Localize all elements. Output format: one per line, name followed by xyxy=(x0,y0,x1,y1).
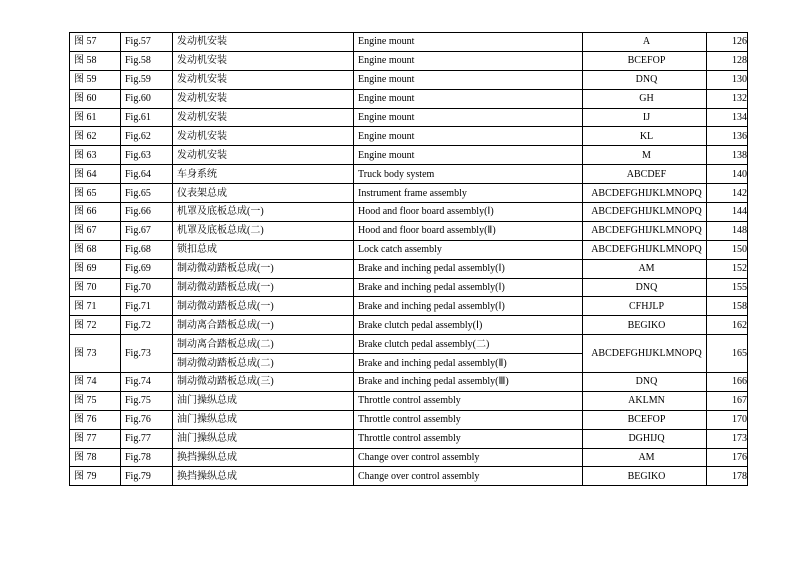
table-row xyxy=(70,127,748,146)
variant-codes-cell: AM xyxy=(583,259,707,278)
page-number-cell: 170 xyxy=(707,410,748,429)
chinese-name-cell: 换挡操纵总成 xyxy=(173,467,354,486)
english-name-cell: Change over control assembly xyxy=(354,467,583,486)
variant-codes-cell: DNQ xyxy=(583,70,707,89)
english-name-cell: Brake and inching pedal assembly(Ⅰ) xyxy=(354,278,583,297)
figure-number-cell: 图 76 xyxy=(70,410,121,429)
english-name-cell: Engine mount xyxy=(354,146,583,165)
variant-codes-cell: ABCDEF xyxy=(583,165,707,184)
english-name-cell: Engine mount xyxy=(354,33,583,52)
figure-number-en-cell: Fig.58 xyxy=(121,51,173,70)
figure-index-body xyxy=(70,33,748,486)
table-row xyxy=(70,89,748,108)
chinese-name-cell: 换挡操纵总成 xyxy=(173,448,354,467)
variant-codes-cell: DNQ xyxy=(583,373,707,392)
variant-codes-cell: GH xyxy=(583,89,707,108)
table-row xyxy=(70,429,748,448)
variant-codes-cell: ABCDEFGHIJKLMNOPQ xyxy=(583,221,707,240)
english-name-cell: Engine mount xyxy=(354,70,583,89)
english-name-cell: Throttle control assembly xyxy=(354,429,583,448)
chinese-name-cell: 油门操纵总成 xyxy=(173,410,354,429)
table-row xyxy=(70,33,748,52)
page-number-cell: 140 xyxy=(707,165,748,184)
figure-number-cell: 图 59 xyxy=(70,70,121,89)
figure-number-cell: 图 61 xyxy=(70,108,121,127)
page-number-cell: 148 xyxy=(707,221,748,240)
figure-number-cell: 图 71 xyxy=(70,297,121,316)
page-number-cell: 173 xyxy=(707,429,748,448)
table-row xyxy=(70,184,748,203)
figure-number-en-cell: Fig.57 xyxy=(121,33,173,52)
english-name-cell: Truck body system xyxy=(354,165,583,184)
english-name-cell: Hood and floor board assembly(Ⅱ) xyxy=(354,221,583,240)
chinese-name-cell: 油门操纵总成 xyxy=(173,429,354,448)
english-name-cell: Throttle control assembly xyxy=(354,410,583,429)
page-number-cell: 142 xyxy=(707,184,748,203)
english-name-cell: Hood and floor board assembly(Ⅰ) xyxy=(354,203,583,222)
english-name-cell: Brake and inching pedal assembly(Ⅱ) xyxy=(354,354,583,373)
chinese-name-cell: 发动机安装 xyxy=(173,33,354,52)
chinese-name-cell: 制动微动踏板总成(一) xyxy=(173,259,354,278)
figure-number-cell: 图 58 xyxy=(70,51,121,70)
table-row xyxy=(70,467,748,486)
chinese-name-cell: 机罩及底板总成(一) xyxy=(173,203,354,222)
figure-index-table xyxy=(69,32,748,486)
figure-number-cell: 图 68 xyxy=(70,240,121,259)
english-name-cell: Brake and inching pedal assembly(Ⅰ) xyxy=(354,297,583,316)
page-number-cell: 134 xyxy=(707,108,748,127)
variant-codes-cell: BEGIKO xyxy=(583,316,707,335)
table-row xyxy=(70,51,748,70)
page-number-cell: 162 xyxy=(707,316,748,335)
figure-number-cell: 图 67 xyxy=(70,221,121,240)
table-row xyxy=(70,146,748,165)
chinese-name-cell: 制动离合踏板总成(二) xyxy=(173,335,354,354)
english-name-cell: Instrument frame assembly xyxy=(354,184,583,203)
figure-number-cell: 图 66 xyxy=(70,203,121,222)
figure-number-en-cell: Fig.59 xyxy=(121,70,173,89)
table-row xyxy=(70,410,748,429)
chinese-name-cell: 发动机安装 xyxy=(173,51,354,70)
table-row xyxy=(70,278,748,297)
page-number-cell: 176 xyxy=(707,448,748,467)
figure-number-en-cell: Fig.78 xyxy=(121,448,173,467)
figure-number-en-cell: Fig.63 xyxy=(121,146,173,165)
figure-number-cell: 图 69 xyxy=(70,259,121,278)
table-row xyxy=(70,108,748,127)
english-name-cell: Brake and inching pedal assembly(Ⅲ) xyxy=(354,373,583,392)
page-number-cell: 165 xyxy=(707,335,748,373)
table-row xyxy=(70,221,748,240)
figure-number-cell: 图 70 xyxy=(70,278,121,297)
figure-number-cell: 图 57 xyxy=(70,33,121,52)
chinese-name-cell: 锁扣总成 xyxy=(173,240,354,259)
chinese-name-cell: 制动微动踏板总成(一) xyxy=(173,297,354,316)
page-number-cell: 166 xyxy=(707,373,748,392)
english-name-cell: Lock catch assembly xyxy=(354,240,583,259)
variant-codes-cell: AKLMN xyxy=(583,391,707,410)
figure-number-en-cell: Fig.65 xyxy=(121,184,173,203)
page-number-cell: 167 xyxy=(707,391,748,410)
figure-number-cell: 图 62 xyxy=(70,127,121,146)
variant-codes-cell: DGHIJQ xyxy=(583,429,707,448)
table-row xyxy=(70,203,748,222)
figure-number-cell: 图 79 xyxy=(70,467,121,486)
page-number-cell: 155 xyxy=(707,278,748,297)
figure-number-en-cell: Fig.67 xyxy=(121,221,173,240)
variant-codes-cell: ABCDEFGHIJKLMNOPQ xyxy=(583,203,707,222)
english-name-cell: Change over control assembly xyxy=(354,448,583,467)
chinese-name-cell: 仪表架总成 xyxy=(173,184,354,203)
page-number-cell: 138 xyxy=(707,146,748,165)
table-row xyxy=(70,70,748,89)
chinese-name-cell: 车身系统 xyxy=(173,165,354,184)
table-row xyxy=(70,165,748,184)
table-row xyxy=(70,240,748,259)
table-row xyxy=(70,448,748,467)
figure-number-cell: 图 78 xyxy=(70,448,121,467)
table-row xyxy=(70,391,748,410)
figure-number-cell: 图 74 xyxy=(70,373,121,392)
figure-number-en-cell: Fig.76 xyxy=(121,410,173,429)
chinese-name-cell: 发动机安装 xyxy=(173,89,354,108)
english-name-cell: Throttle control assembly xyxy=(354,391,583,410)
chinese-name-cell: 制动离合踏板总成(一) xyxy=(173,316,354,335)
figure-number-en-cell: Fig.64 xyxy=(121,165,173,184)
chinese-name-cell: 油门操纵总成 xyxy=(173,391,354,410)
figure-number-en-cell: Fig.66 xyxy=(121,203,173,222)
variant-codes-cell: BEGIKO xyxy=(583,467,707,486)
chinese-name-cell: 发动机安装 xyxy=(173,108,354,127)
english-name-cell: Brake clutch pedal assembly(二) xyxy=(354,335,583,354)
figure-number-cell: 图 73 xyxy=(70,335,121,373)
page-number-cell: 152 xyxy=(707,259,748,278)
variant-codes-cell: BCEFOP xyxy=(583,51,707,70)
figure-number-en-cell: Fig.75 xyxy=(121,391,173,410)
chinese-name-cell: 发动机安装 xyxy=(173,146,354,165)
chinese-name-cell: 机罩及底板总成(二) xyxy=(173,221,354,240)
english-name-cell: Engine mount xyxy=(354,51,583,70)
figure-number-en-cell: Fig.70 xyxy=(121,278,173,297)
page-number-cell: 136 xyxy=(707,127,748,146)
figure-number-en-cell: Fig.77 xyxy=(121,429,173,448)
table-row xyxy=(70,259,748,278)
figure-number-en-cell: Fig.60 xyxy=(121,89,173,108)
figure-number-cell: 图 60 xyxy=(70,89,121,108)
table-row xyxy=(70,335,748,354)
variant-codes-cell: ABCDEFGHIJKLMNOPQ xyxy=(583,335,707,373)
english-name-cell: Engine mount xyxy=(354,108,583,127)
figure-number-cell: 图 75 xyxy=(70,391,121,410)
variant-codes-cell: AM xyxy=(583,448,707,467)
english-name-cell: Engine mount xyxy=(354,89,583,108)
variant-codes-cell: M xyxy=(583,146,707,165)
figure-number-en-cell: Fig.69 xyxy=(121,259,173,278)
figure-number-en-cell: Fig.61 xyxy=(121,108,173,127)
page-number-cell: 158 xyxy=(707,297,748,316)
figure-number-en-cell: Fig.73 xyxy=(121,335,173,373)
figure-number-en-cell: Fig.79 xyxy=(121,467,173,486)
chinese-name-cell: 发动机安装 xyxy=(173,127,354,146)
english-name-cell: Engine mount xyxy=(354,127,583,146)
page-number-cell: 178 xyxy=(707,467,748,486)
figure-number-cell: 图 64 xyxy=(70,165,121,184)
chinese-name-cell: 制动微动踏板总成(三) xyxy=(173,373,354,392)
figure-number-en-cell: Fig.62 xyxy=(121,127,173,146)
page-number-cell: 132 xyxy=(707,89,748,108)
variant-codes-cell: KL xyxy=(583,127,707,146)
figure-number-cell: 图 63 xyxy=(70,146,121,165)
chinese-name-cell: 发动机安装 xyxy=(173,70,354,89)
figure-number-en-cell: Fig.71 xyxy=(121,297,173,316)
page-number-cell: 150 xyxy=(707,240,748,259)
page-number-cell: 128 xyxy=(707,51,748,70)
variant-codes-cell: ABCDEFGHIJKLMNOPQ xyxy=(583,184,707,203)
figure-number-cell: 图 65 xyxy=(70,184,121,203)
figure-number-en-cell: Fig.74 xyxy=(121,373,173,392)
page-number-cell: 130 xyxy=(707,70,748,89)
variant-codes-cell: IJ xyxy=(583,108,707,127)
figure-number-en-cell: Fig.68 xyxy=(121,240,173,259)
variant-codes-cell: DNQ xyxy=(583,278,707,297)
variant-codes-cell: ABCDEFGHIJKLMNOPQ xyxy=(583,240,707,259)
variant-codes-cell: CFHJLP xyxy=(583,297,707,316)
page-number-cell: 144 xyxy=(707,203,748,222)
english-name-cell: Brake and inching pedal assembly(Ⅰ) xyxy=(354,259,583,278)
table-row xyxy=(70,316,748,335)
figure-number-cell: 图 77 xyxy=(70,429,121,448)
chinese-name-cell: 制动微动踏板总成(二) xyxy=(173,354,354,373)
variant-codes-cell: BCEFOP xyxy=(583,410,707,429)
figure-number-en-cell: Fig.72 xyxy=(121,316,173,335)
figure-number-cell: 图 72 xyxy=(70,316,121,335)
table-row xyxy=(70,373,748,392)
variant-codes-cell: A xyxy=(583,33,707,52)
english-name-cell: Brake clutch pedal assembly(Ⅰ) xyxy=(354,316,583,335)
table-row xyxy=(70,297,748,316)
page-number-cell: 126 xyxy=(707,33,748,52)
chinese-name-cell: 制动微动踏板总成(一) xyxy=(173,278,354,297)
